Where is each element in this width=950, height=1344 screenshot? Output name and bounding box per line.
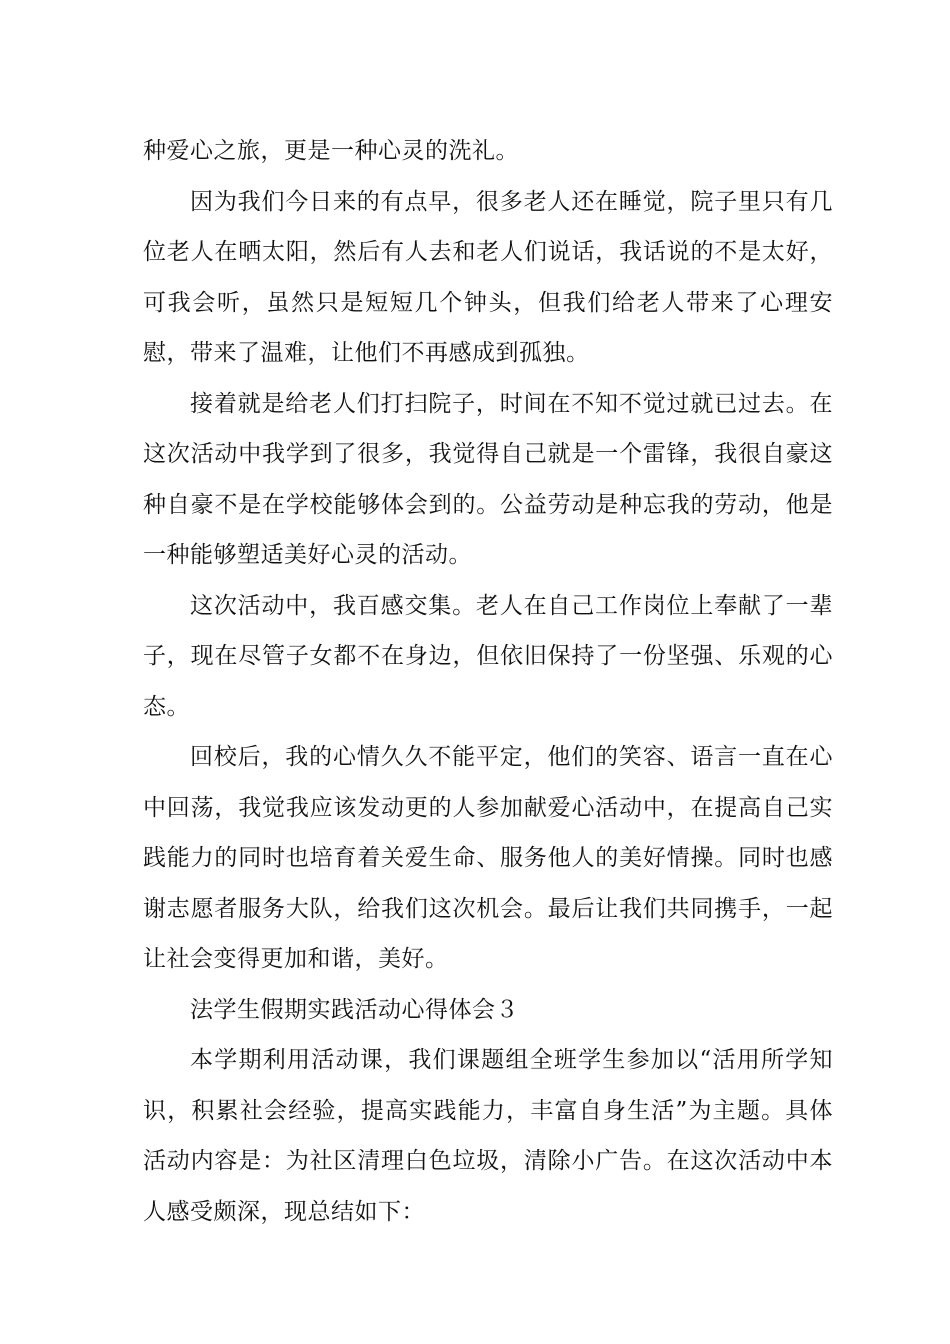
paragraph: 这次活动中，我百感交集。老人在自己工作岗位上奉献了一辈子，现在尽管子女都不在身边，但依旧保持了一份坚强、乐观的心态。 [143,592,833,720]
paragraph: 接着就是给老人们打扫院子，时间在不知不觉过就已过去。在这次活动中我学到了很多，我觉得自己就是一个雷锋，我很自豪这种自豪不是在学校能够体会到的。公益劳动是种忘我的劳动，他是一种能够塑适美好心灵的活动。 [143,390,833,568]
paragraph: 因为我们今日来的有点早，很多老人还在睡觉，院子里只有几位老人在晒太阳，然后有人去和老人们说话，我话说的不是太好，可我会听，虽然只是短短几个钟头，但我们给老人带来了心理安慰，带来了温难，让他们不再感成到孤独。 [143,188,833,366]
paragraph: 回校后，我的心情久久不能平定，他们的笑容、语言一直在心中回荡，我觉我应该发动更的人参加献爱心活动中，在提高自己实践能力的同时也培育着关爱生命、服务他人的美好情操。同时也感谢志愿者服务大队，给我们这次机会。最后让我们共同携手，一起让社会变得更加和谐，美好。 [143,744,833,972]
document-body [143,126,833,1237]
section-heading: 法学生假期实践活动心得体会３ [190,996,519,1023]
paragraph: 本学期利用活动课，我们课题组全班学生参加以“活用所学知识，积累社会经验，提高实践能力，丰富自身生活”为主题。具体活动内容是：为社区清理白色垃圾，清除小广告。在这次活动中本人感受颇深，现总结如下： [143,1047,833,1225]
paragraph-continuation: 种爱心之旅，更是一种心灵的洗礼。 [143,138,519,164]
